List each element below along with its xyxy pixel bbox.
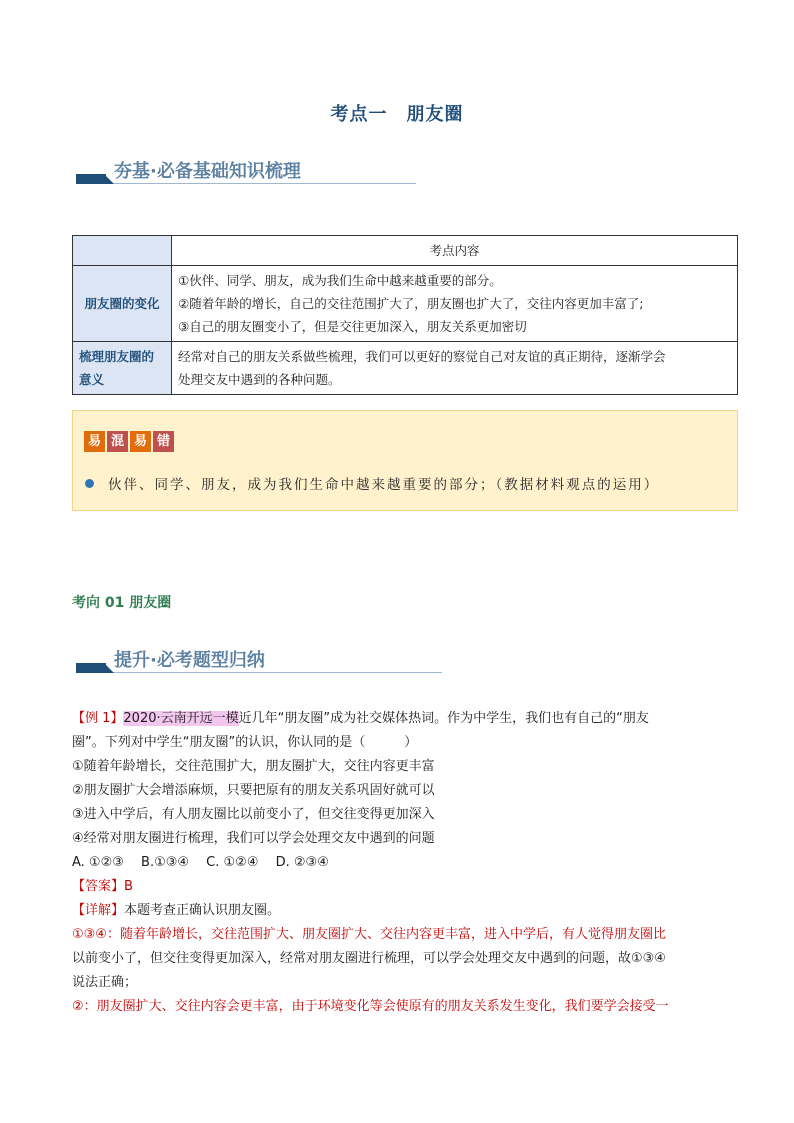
table-header-row [73,236,738,266]
section-bar-decoration [76,663,106,673]
detail-line [72,899,732,923]
section-header-improve [76,645,442,673]
content-line: ②随着年龄的增长，自己的交往范围扩大了，朋友圈也扩大了，交往内容更加丰富了; [178,296,644,311]
option-line: ③进入中学后，有人朋友圈比以前变小了，但交往变得更加深入 [72,807,435,822]
mistake-box [72,410,738,511]
example-source: 2020·云南开远一模 [123,711,239,726]
kaoxiang-label: 考向 01 朋友圈 [72,595,172,611]
detail-text: 本题考查正确认识朋友圈。 [124,903,281,918]
section-underline [76,183,416,184]
table-corner-cell [73,236,172,266]
section-bar-slant [104,174,114,184]
row-label-line: 梳理朋友圈的 [79,349,155,364]
choices-line: A. ①②③ B.①③④ C. ①②④ D. ②③④ [72,855,329,870]
section-label: 提升·必考题型归纳 [114,650,265,671]
example-tag: 【例 1】 [72,711,124,726]
mistake-tag: 易 [130,431,151,452]
answer-line [72,875,732,899]
table-row [73,342,738,395]
explanation-line: ②：朋友圈扩大、交往内容会更丰富，由于环境变化等会使原有的朋友关系发生变化，我们要学会接受一 [72,999,669,1014]
explanation-line: 说法正确； [72,975,138,990]
example-block [72,707,732,1019]
mistake-tag: 混 [107,431,128,452]
content-line: 处理交友中遇到的各种问题。 [178,372,341,387]
example-stem-line [72,707,732,731]
section-bar-slant [104,663,114,673]
mistake-tags [84,431,174,452]
mistake-tag: 易 [84,431,105,452]
answer-value: B [124,879,133,894]
explanation-line: ①③④：随着年龄增长，交往范围扩大、朋友圈扩大、交往内容更丰富，进入中学后，有人觉得朋友圈比 [72,927,666,942]
section-underline [76,672,442,673]
row-label [73,342,172,395]
mistake-tag: 错 [153,431,174,452]
knowledge-table [72,235,738,395]
row-content [172,266,738,342]
section-label: 夯基·必备基础知识梳理 [114,161,301,182]
detail-label: 【详解】 [72,903,125,918]
explanation-line: 以前变小了，但交往变得更加深入，经常对朋友圈进行梳理，可以学会处理交友中遇到的问题，故①③④ [72,951,666,966]
page-title: 考点一 朋友圈 [330,104,464,125]
bullet-dot-icon [85,479,94,488]
section-header-basic [76,156,416,184]
table-header-cell: 考点内容 [172,236,738,266]
example-stem: 近几年“朋友圈”成为社交媒体热词。作为中学生，我们也有自己的“朋友 [238,711,649,726]
option-line: ④经常对朋友圈进行梳理，我们可以学会处理交友中遇到的问题 [72,831,435,846]
row-label-line: 意义 [79,372,105,387]
row-content [172,342,738,395]
section-bar-decoration [76,174,106,184]
option-line: ①随着年龄增长，交往范围扩大，朋友圈扩大，交往内容更丰富 [72,759,435,774]
mistake-text: 伙伴、同学、朋友，成为我们生命中越来越重要的部分；（教据材料观点的运用） [108,477,660,493]
content-line: ①伙伴、同学、朋友，成为我们生命中越来越重要的部分。 [178,273,502,288]
content-line: 经常对自己的朋友关系做些梳理，我们可以更好的察觉自己对友谊的真正期待，逐渐学会 [178,349,666,364]
option-line: ②朋友圈扩大会增添麻烦，只要把原有的朋友关系巩固好就可以 [72,783,435,798]
content-line: ③自己的朋友圈变小了，但是交往更加深入，朋友关系更加密切 [178,319,527,334]
mistake-bullet [85,473,659,493]
row-label: 朋友圈的变化 [73,266,172,342]
example-stem-line: 圈”。下列对中学生“朋友圈”的认识，你认同的是（ ） [72,735,418,750]
table-row [73,266,738,342]
answer-label: 【答案】 [72,879,125,894]
